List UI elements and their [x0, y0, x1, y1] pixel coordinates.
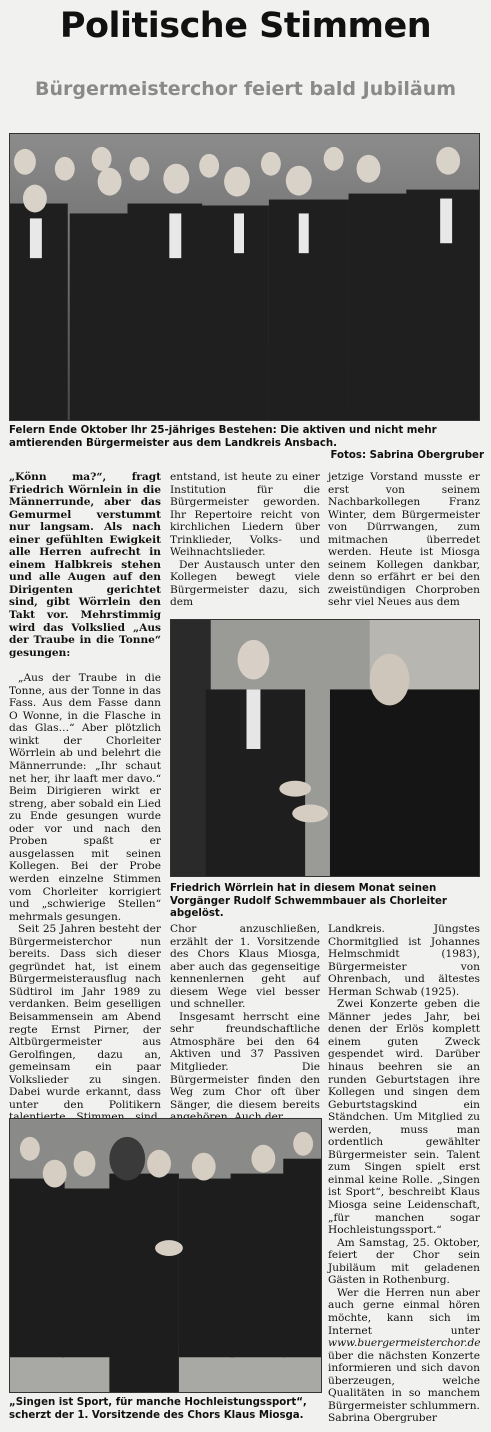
article-paragraph: Landkreis. Jüngstes Chormitglied ist Johannes Helmschmidt (1983), Bürgermeister von Ohrenbach, und ältestes Herman Schwab (1925). [328, 923, 480, 998]
photo3-caption: „Singen ist Sport, für manche Hochleistungssport“, scherzt der 1. Vorsitzende des Chors Klaus Miosga. [9, 1397, 307, 1421]
article-paragraph: entstand, ist heute zu einer Institution für die Bürgermeister geworden. Ihr Repertoire reicht von kirchlichen Liedern über Trinklieder, Volks- und Weihnachtslieder. [170, 471, 320, 559]
choir-rehearsal-photo [9, 1118, 322, 1393]
article-column-2-lower [170, 923, 320, 1124]
choir-group-photo [9, 133, 480, 421]
choir-website-link[interactable]: www.buergermeisterchor.de [328, 1337, 481, 1350]
choir-conductor-photo [170, 619, 480, 877]
article-column-3-lower [328, 923, 480, 1425]
photo2-caption: Friedrich Wörrlein hat in diesem Monat seinen Vorgänger Rudolf Schwemmbauer als Chorleiter abgelöst. [170, 883, 447, 920]
article-paragraph: „Aus der Traube in die Tonne, aus der Tonne in das Fass. Aus dem Fasse dann O Wonne, in die Flasche in das Glas…“ Aber plötzlich winkt der Chorleiter Wörrlein ab und belehrt die Männerrunde: „Ihr schaut net her, ihr laaft mer davo.“ Beim Dirigieren wirkt er streng, aber sobald ein Lied zu Ende gesungen wurde oder vor und nach den Proben spaßt er ausgelassen mit seinen Kollegen. Bei der Probe werden einzelne Stimmen vom Chorleiter korrigiert und „schwierige Stellen“ mehrmals gesungen. [9, 672, 161, 923]
article-column-2 [170, 471, 320, 609]
article-paragraph: Insgesamt herrscht eine sehr freundschaftliche Atmosphäre bei den 64 Aktiven und 37 Passiven Mitglieder. Die Bürgermeister finden den Weg zum Chor oft über Sänger, die diesem bereits [170, 1010, 320, 1111]
photo-credit: Fotos: Sabrina Obergruber [330, 450, 484, 462]
subheadline: Bürgermeisterchor feiert bald Jubiläum [34, 78, 457, 100]
article-column-1 [9, 471, 161, 1149]
article-paragraph: Wer die Herren nun aber auch gerne einmal hören möchte, kann sich im Internet unter www.buergermeisterchor.de über die nächsten Konzerte informieren und sich davon überzeugen, welche Qualitäten in so manchem Bürgermeister schlummern. [328, 1286, 481, 1412]
article-paragraph: Chor anzuschließen, erzählt der 1. Vorsitzende des Chors Klaus Miosga, aber auch das gegenseitige kennenlernen geht auf diesem Wege viel besser und schneller. [170, 923, 320, 1011]
article-paragraph: jetzige Vorstand musste er erst von seinem Nachbarkollegen Franz Winter, dem Bürgermeister von Dürrwangen, zum mitmachen überredet werden. Heute ist Miosga seinem Kollegen dankbar, denn so erfährt er bei den zweistündigen Chorproben sehr viel Neues aus dem [328, 471, 480, 609]
article-lead: „Könn ma?“, fragt Friedrich Wörnlein in die Männerrunde, aber das Gemurmel verstummt nur langsam. Als nach einer gefühlten Ewigkeit alle Herren aufrecht in einem Halbkreis stehen und alle Augen auf den Dirigenten gerichtet sind, gibt Wörrlein den Takt vor. Mehrstimmig wird das Volkslied „Aus der Traube in die Tonne“ gesungen: [9, 471, 161, 659]
article-paragraph: Am Samstag, 25. Oktober, feiert der Chor sein Jubiläum mit geladenen Gästen in Rothenburg. [328, 1236, 480, 1287]
article-paragraph: Zwei Konzerte geben die Männer jedes Jahr, bei denen der Erlös komplett einem guten Zweck gespendet wird. Darüber hinaus beehren sie an runden Geburtstagen ihre Kollegen und singen dem Geburtstagskind ein Ständchen. Um Mitglied zu werden, muss man ordentlich gewählter Bürgermeister sein. Talent zum Singen spielt erst einmal keine Rolle. „Singen ist Sport“, beschreibt Klaus Miosga seine Leidenschaft, „für manchen sogar Hochleistungssport.“ [328, 998, 480, 1237]
article-paragraph: Seit 25 Jahren besteht der Bürgermeisterchor nun bereits. Dass sich dieser gegründet hat, ist einem Bürgermeisterausflug nach Südtirol im Jahr 1989 zu verdanken. Beim geselligen Beisammensein am Abend regte Ernst Pirner, der Altbürgermeister aus Gerolfingen, dazu an, gemeinsam ein paar Volkslieder zu singen. Dabei wurde erkannt, dass unter den Politikern [9, 923, 161, 1111]
article-column-3 [328, 471, 480, 609]
article-paragraph: Der Austausch unter den Kollegen bewegt viele Bürgermeister dazu, sich dem [170, 558, 320, 609]
headline: Politische Stimmen [59, 6, 432, 46]
photo1-caption: Felern Ende Oktober Ihr 25-jähriges Bestehen: Die aktiven und nicht mehr amtierenden Bürgermeister aus dem Landkreis Ansbach. Fotos: Sabrina Obergruber [9, 425, 484, 462]
author-name: Sabrina Obergruber [328, 1412, 437, 1425]
